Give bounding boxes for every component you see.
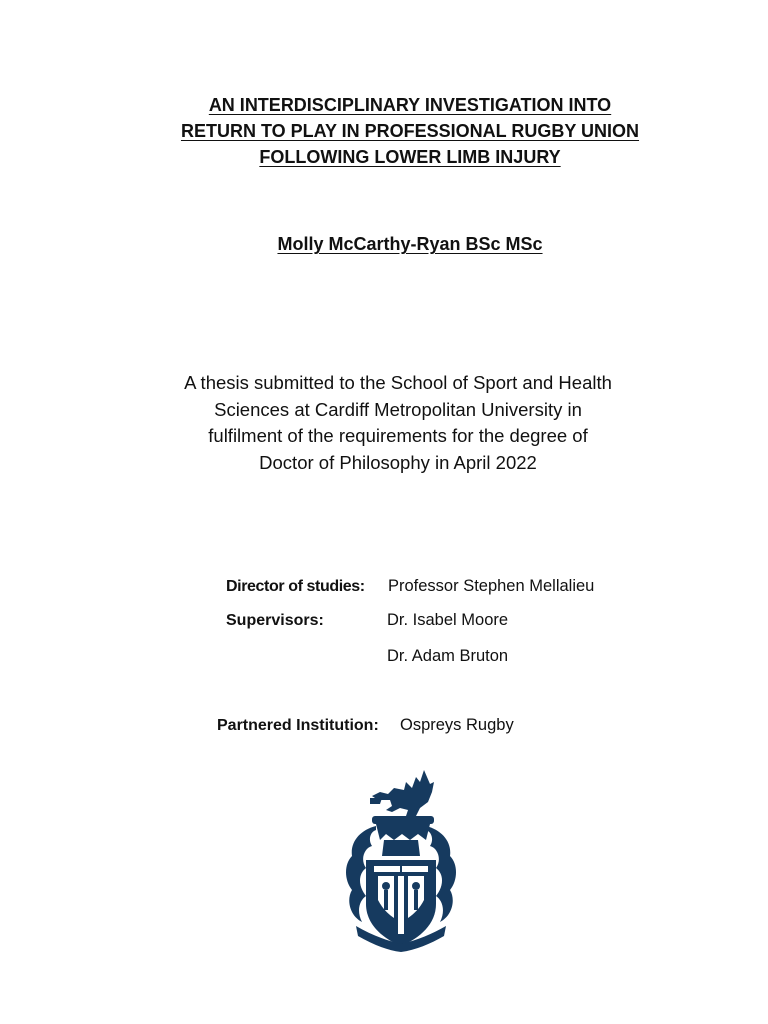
statement-line-1: A thesis submitted to the School of Sport and Health [184,372,612,393]
thesis-title [0,92,768,170]
partner-label: Partnered Institution: [217,717,379,734]
statement-line-3: fulfilment of the requirements for the degree of [208,425,588,446]
director-label: Director of studies: [226,578,365,595]
author-name: Molly McCarthy-Ryan BSc MSc [277,234,543,254]
submission-statement [0,370,768,476]
supervisor-name: Dr. Adam Bruton [387,647,509,665]
director-name: Professor Stephen Mellalieu [388,577,595,595]
supervisor-name: Dr. Isabel Moore [387,611,509,629]
thesis-title-line-2: RETURN TO PLAY IN PROFESSIONAL RUGBY UNION [180,121,640,141]
statement-line-2: Sciences at Cardiff Metropolitan University in [214,398,582,420]
partner-name: Ospreys Rugby [400,716,514,734]
statement-line-4: Doctor of Philosophy in April 2022 [259,451,537,473]
university-crest-icon [336,768,466,953]
supervisors-label: Supervisors: [226,612,324,629]
thesis-title-line-3: FOLLOWING LOWER LIMB INJURY [259,147,561,167]
thesis-title-line-1: AN INTERDISCIPLINARY INVESTIGATION INTO [208,95,612,115]
